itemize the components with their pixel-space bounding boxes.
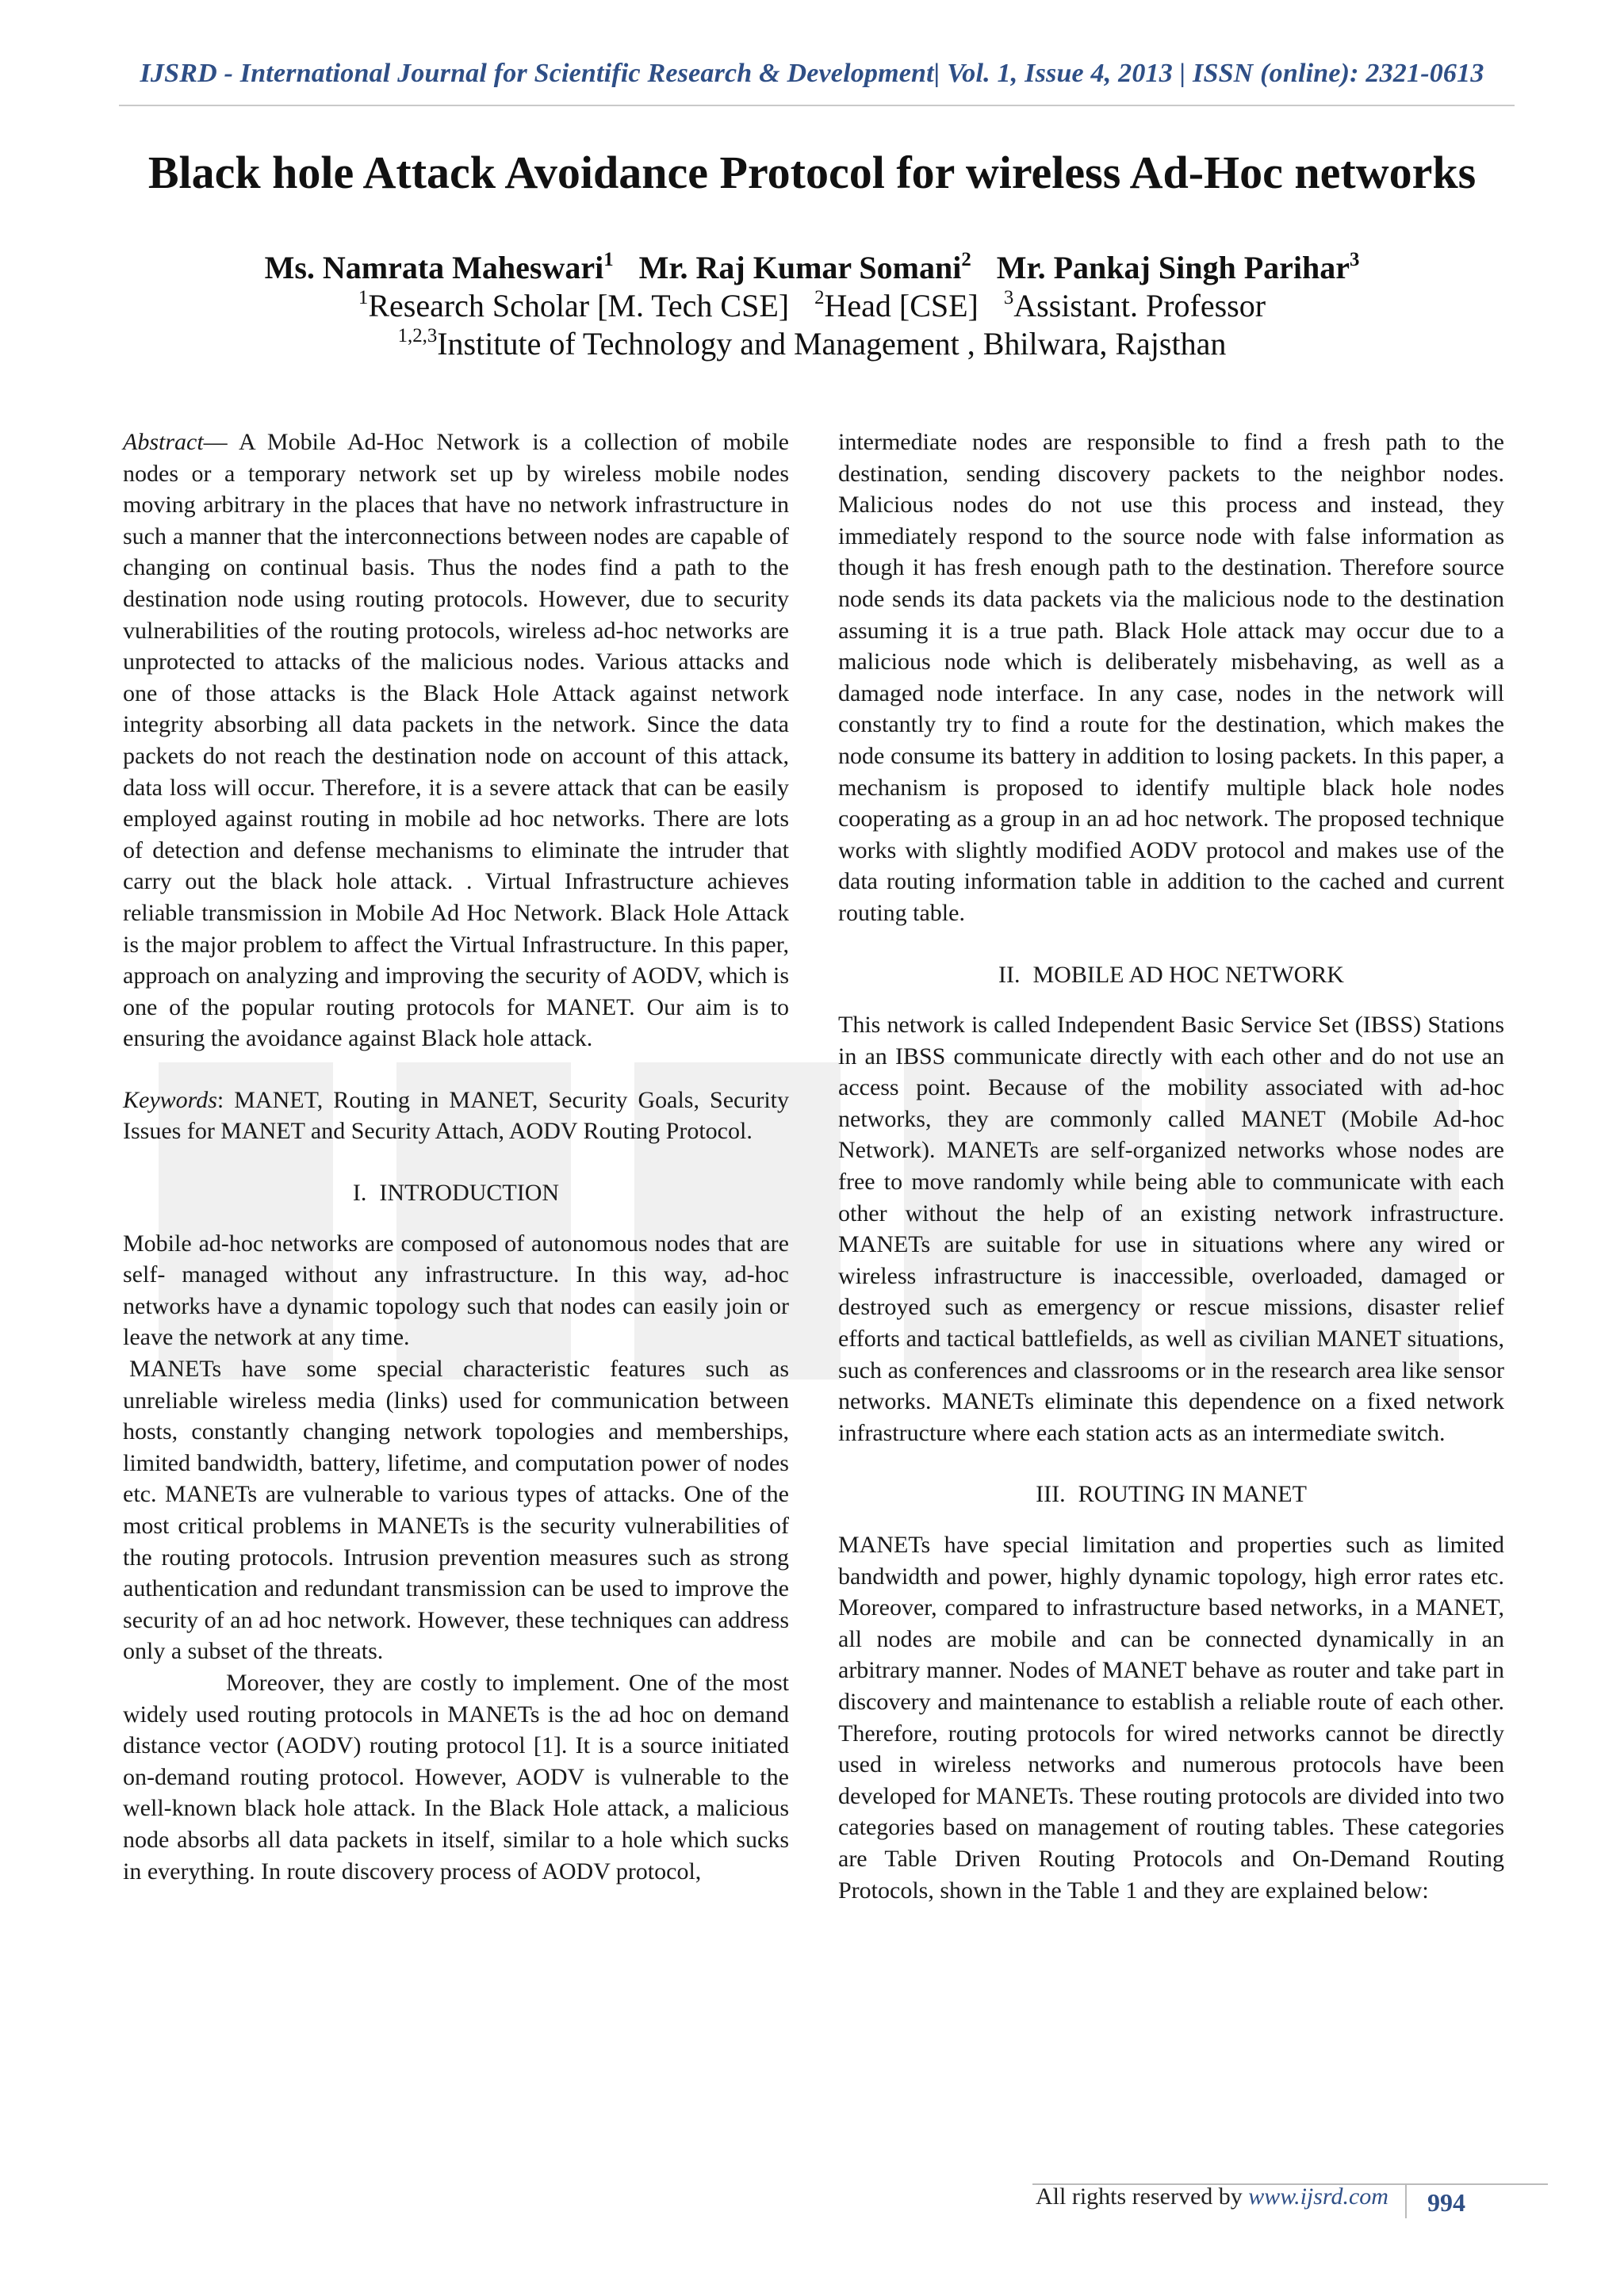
author-name: Mr. Raj Kumar Somani	[638, 250, 962, 285]
right-column	[838, 427, 1504, 1906]
abstract-label: Abstract	[123, 429, 204, 455]
section-number: II.	[998, 961, 1021, 988]
footer-separator	[1405, 2183, 1407, 2218]
role-text: Head [CSE]	[824, 288, 979, 323]
page-number: 994	[1427, 2188, 1465, 2217]
intro-paragraph-3: Moreover, they are costly to implement. One of the most widely used routing protocols in MANETs is the ad hoc on demand distance vector (AODV) routing protocol [1]. It is a source initiated on-demand routing protocol. However, AODV is vulnerable to the well-known black hole attack. In the Black Hole attack, a malicious node absorbs all data packets in itself, similar to a hole which sucks in everything. In route discovery process of AODV protocol,	[123, 1669, 789, 1885]
author-roles	[0, 287, 1624, 324]
manet-paragraph: This network is called Independent Basic Service Set (IBSS) Stations in an IBSS communicate directly with each other and do not use an access point. Because of the mobility associated with ad-hoc networks, they are commonly called MANET (Mobile Ad-hoc Network). MANETs are self-organized networks whose nodes are free to move randomly while being able to communicate with each other without the help of an existing network infrastructure. MANETs are suitable for use in situations where any wired or wireless infrastructure is inaccessible, overloaded, damaged or destroyed such as emergency or rescue missions, disaster relief efforts and tactical battlefields, as well as civilian MANET situations, such as conferences and classrooms or in the research area like sensor networks. MANETs eliminate this dependence on a fixed network infrastructure where each station acts as an intermediate switch.	[838, 1012, 1504, 1446]
intro-paragraph-2: MANETs have some special characteristic features such as unreliable wireless media (links) used for communication between hosts, constantly changing network topologies and memberships, limited bandwidth, battery, lifetime, and computation power of nodes etc. MANETs are vulnerable to various types of attacks. One of the most critical problems in MANETs is the security vulnerabilities of the routing protocols. Intrusion prevention measures such as strong authentication and redundant transmission can be used to improve the security of an ad hoc network. However, these techniques can address only a subset of the threats.	[123, 1356, 789, 1665]
section-heading-introduction	[123, 1177, 789, 1209]
institute-text: Institute of Technology and Management , Bhilwara, Rajsthan	[437, 326, 1227, 362]
author-sup: 2	[961, 248, 971, 270]
routing-paragraph: MANETs have special limitation and properties such as limited bandwidth and power, highly dynamic topology, high error rates etc. Moreover, compared to infrastructure based networks, in a MANET, all nodes are mobile and can be connected dynamically in an arbitrary manner. Nodes of MANET behave as router and take part in discovery and maintenance to establish a reliable route of each other. Therefore, routing protocols for wired networks cannot be directly used in wireless networks and numerous protocols have been developed for MANETs. These routing protocols are divided into two categories based on management of routing tables. These categories are Table Driven Routing Protocols and On-Demand Routing Protocols, shown in the Table 1 and they are explained below:	[838, 1532, 1504, 1904]
section-number: I.	[352, 1180, 367, 1207]
intro-paragraph-1: Mobile ad-hoc networks are composed of autonomous nodes that are self- managed without any infrastructure. In this way, ad-hoc networks have a dynamic topology such that nodes can easily join or leave the network at any time.	[123, 1230, 789, 1351]
paper-title: Black hole Attack Avoidance Protocol for wireless Ad-Hoc networks	[147, 147, 1477, 198]
journal-header: IJSRD - International Journal for Scientific Research & Development| Vol. 1, Issue 4, 2013 | ISSN (online): 2321-0613	[140, 59, 1484, 88]
institute-sup: 1,2,3	[397, 324, 438, 346]
author-sup: 3	[1350, 248, 1360, 270]
keywords-text: : MANET, Routing in MANET, Security Goals, Security Issues for MANET and Security Attach, AODV Routing Protocol.	[123, 1086, 789, 1145]
institute-line	[0, 325, 1624, 362]
abstract-text: A Mobile Ad-Hoc Network is a collection of mobile nodes or a temporary network set up by wireless mobile nodes moving arbitrary in the places that have no network infrastructure in such a manner that the interconnections between nodes are capable of changing on continual basis. Thus the nodes find a path to the destination node using routing protocols. However, due to security vulnerabilities of the routing protocols, wireless ad-hoc networks are unprotected to attacks of the malicious nodes. Various attacks and one of those attacks is the Black Hole Attack against network integrity absorbing all data packets in the network. Since the data packets do not reach the destination node on account of this attack, data loss will occur. Therefore, it is a severe attack that can be easily employed against routing in mobile ad hoc networks. There are lots of detection and defense mechanisms to eliminate the intruder that carry out the black hole attack. . Virtual Infrastructure achieves reliable transmission in Mobile Ad Hoc Network. Black Hole Attack is the major problem to affect the Virtual Infrastructure. In this paper, approach on analyzing and improving the security of AODV, which is one of the popular routing protocols for MANET. Our aim is to ensuring the avoidance against Black hole attack.	[123, 429, 789, 1052]
footer-site-link[interactable]: www.ijsrd.com	[1248, 2183, 1388, 2210]
role-sup: 3	[1003, 286, 1014, 308]
section-number: III.	[1036, 1481, 1066, 1508]
role-text: Research Scholar [M. Tech CSE]	[368, 288, 790, 323]
author-sup: 1	[603, 248, 614, 270]
footer-rights-text: All rights reserved by	[1036, 2183, 1249, 2210]
section-title: ROUTING IN MANET	[1078, 1481, 1307, 1508]
section-title: INTRODUCTION	[379, 1180, 560, 1207]
author-name: Mr. Pankaj Singh Parihar	[996, 250, 1350, 285]
footer-rights	[1036, 2183, 1388, 2210]
section-heading-manet	[838, 959, 1504, 991]
left-column	[123, 427, 789, 1887]
role-text: Assistant. Professor	[1013, 288, 1266, 323]
author-line	[0, 249, 1624, 286]
header-divider	[119, 105, 1515, 106]
section-heading-routing	[838, 1479, 1504, 1510]
role-sup: 2	[814, 286, 825, 308]
keywords-label: Keywords	[123, 1086, 217, 1113]
keywords-paragraph	[123, 1085, 789, 1147]
abstract-paragraph	[123, 427, 789, 1054]
author-name: Ms. Namrata Maheswari	[264, 250, 604, 285]
section-title: MOBILE AD HOC NETWORK	[1032, 961, 1344, 988]
role-sup: 1	[358, 286, 369, 308]
intro-paragraph-4: intermediate nodes are responsible to find a fresh path to the destination, sending discovery packets to the neighbor nodes. Malicious nodes do not use this process and instead, they immediately respond to the source node with false information as though it has fresh enough path to the destination. Therefore source node sends its data packets via the malicious node to the destination assuming it is a true path. Black Hole attack may occur due to a malicious node which is deliberately misbehaving, as well as a damaged node interface. In any case, nodes in the network will constantly try to find a route for the destination, which makes the node consume its battery in addition to losing packets. In this paper, a mechanism is proposed to identify multiple black hole nodes cooperating as a group in an ad hoc network. The proposed technique works with slightly modified AODV protocol and makes use of the data routing information table in addition to the cached and current routing table.	[838, 429, 1504, 926]
abstract-dash: —	[203, 429, 239, 455]
